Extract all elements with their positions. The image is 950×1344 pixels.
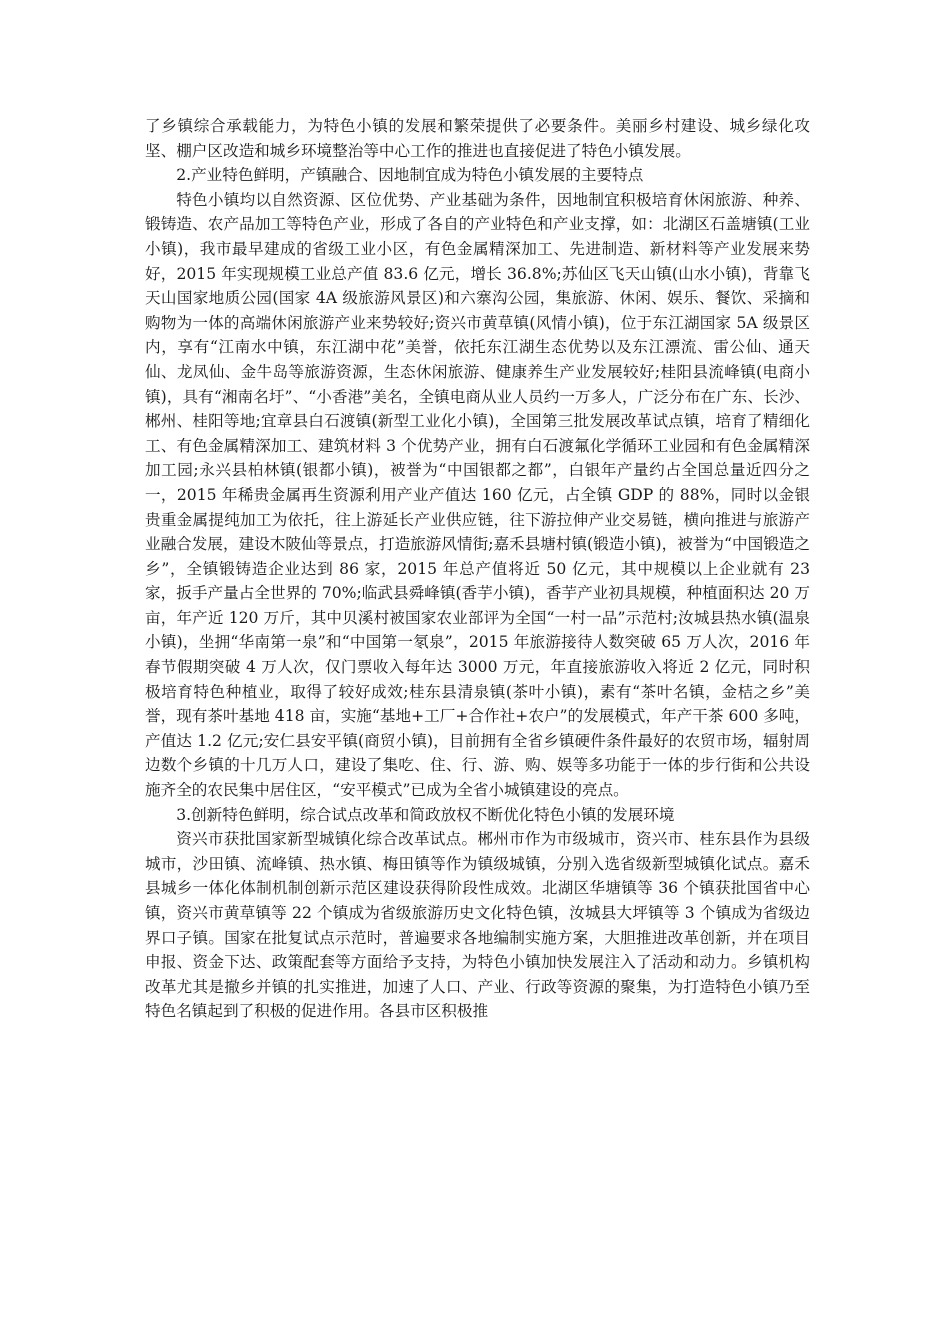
paragraph-industry-features: 特色小镇均以自然资源、区位优势、产业基础为条件，因地制宜积极培育休闲旅游、种养、锻铸造、农产品加工等特色产业，形成了各自的产业特色和产业支撑，如：北湖区石盖塘镇(工业小镇)，我市最早建成的省级工业小区，有色金属精深加工、先进制造、新材料等产业发展来势好，2015 年实现规模工业总产值 83.6 亿元，增长 36.8%;苏仙区飞天山镇(山水小镇)，背靠飞天山国家地质公园(国家 4A 级旅游风景区)和六寨沟公园，集旅游、休闲、娱乐、餐饮、采摘和购物为一体的高端休闲旅游产业来势较好;资兴市黄草镇(风情小镇)，位于东江湖国家 5A 级景区内，享有“江南水中镇，东江湖中花”美誉，依托东江湖生态优势以及东江漂流、雷公仙、通天仙、龙凤仙、金牛岛等旅游资源，生态休闲旅游、健康养生产业发展较好;桂阳县流峰镇(电商小镇)，具有“湘南名圩”、“小香港”美名，全镇电商从业人员约一万多人，广泛分布在广东、长沙、郴州、桂阳等地;宜章县白石渡镇(新型工业化小镇)，全国第三批发展改革试点镇，培育了精细化工、有色金属精深加工、建筑材料 3 个优势产业，拥有白石渡氟化学循环工业园和有色金属精深加工园;永兴县柏林镇(银都小镇)，被誉为“中国银都之都”，白银年产量约占全国总量近四分之一，2015 年稀贵金属再生资源利用产业产值达 160 亿元，占全镇 GDP 的 88%，同时以金银贵重金属提纯加工为依托，往上游延长产业供应链，往下游拉伸产业交易链，横向推进与旅游产业融合发展，建设木陂仙等景点，打造旅游风情街;嘉禾县塘村镇(锻造小镇)，被誉为“中国锻造之乡”，全镇锻铸造企业达到 86 家，2015 年总产值将近 50 亿元，其中规模以上企业就有 23 家，扳手产量占全世界的 70%;临武县舜峰镇(香芋小镇)，香芋产业初具规模，种植面积达 20 万亩，年产近 120 万斤，其中贝溪村被国家农业部评为全国“一村一品”示范村;汝城县热水镇(温泉小镇)，坐拥“华南第一泉”和“中国第一氡泉”，2015 年旅游接待人数突破 65 万人次，2016 年春节假期突破 4 万人次，仅门票收入每年达 3000 万元，年直接旅游收入将近 2 亿元，同时积极培育特色种植业，取得了较好成效;桂东县清泉镇(茶叶小镇)，素有“茶叶名镇，金桔之乡”美誉，现有茶叶基地 418 亩，实施“基地+工厂+合作社+农户”的发展模式，年产干茶 600 多吨，产值达 1.2 亿元;安仁县安平镇(商贸小镇)，目前拥有全省乡镇硬件条件最好的农贸市场，辐射周边数个乡镇的十几万人口，建设了集吃、住、行、游、购、娱等多功能于一体的步行街和公共设施齐全的农民集中居住区，“安平模式”已成为全省小城镇建设的亮点。 bbox=[145, 190, 810, 800]
document-page bbox=[145, 114, 810, 1024]
paragraph-reform-pilots: 资兴市获批国家新型城镇化综合改革试点。郴州市作为市级城市，资兴市、桂东县作为县级城市，沙田镇、流峰镇、热水镇、梅田镇等作为镇级城镇，分别入选省级新型城镇化试点。嘉禾县城乡一体化体制机制创新示范区建设获得阶段性成效。北湖区华塘镇等 36 个镇获批国省中心镇，资兴市黄草镇等 22 个镇成为省级旅游历史文化特色镇，汝城县大坪镇等 3 个镇成为省级边界口子镇。国家在批复试点示范时，普遍要求各地编制实施方案，大胆推进改革创新，并在项目申报、资金下达、政策配套等方面给予支持，为特色小镇加快发展注入了活动和动力。乡镇机构改革尤其是撤乡并镇的扎实推进，加速了人口、产业、行政等资源的聚集，为打造特色小镇乃至特色名镇起到了积极的促进作用。各县市区积极推 bbox=[145, 830, 810, 1021]
paragraph-1: 了乡镇综合承载能力，为特色小镇的发展和繁荣提供了必要条件。美丽乡村建设、城乡绿化攻坚、棚户区改造和城乡环境整治等中心工作的推进也直接促进了特色小镇发展。 bbox=[145, 117, 810, 160]
section-heading-3: 3.创新特色鲜明，综合试点改革和简政放权不断优化特色小镇的发展环境 bbox=[176, 805, 675, 824]
section-heading-2: 2.产业特色鲜明，产镇融合、因地制宜成为特色小镇发展的主要特点 bbox=[176, 166, 644, 185]
